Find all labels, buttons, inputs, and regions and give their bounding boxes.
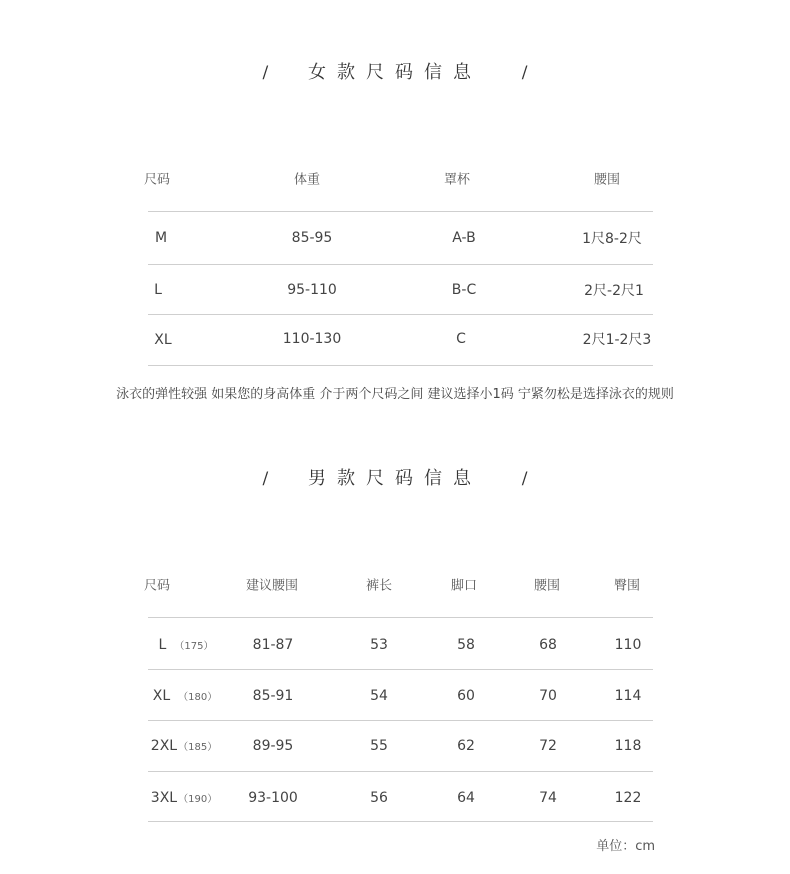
- women-section-title: [0, 58, 790, 84]
- men-row-2xl-size: [151, 738, 217, 754]
- height-label: （175）: [174, 641, 214, 652]
- table-divider: [148, 821, 653, 822]
- women-row-m-waist: 1尺8-2尺: [582, 231, 642, 247]
- women-title-text: 女款尺码信息: [308, 62, 482, 83]
- men-header-waist: 腰围: [533, 578, 561, 594]
- women-row-xl-waist: 2尺1-2尺3: [582, 332, 652, 348]
- title-slash-left: /: [262, 469, 269, 489]
- table-divider: [148, 617, 653, 618]
- size-label: 2XL: [150, 738, 178, 754]
- men-row-3xl-length: 56: [370, 790, 388, 806]
- women-row-l-weight: 95-110: [287, 282, 337, 298]
- women-header-cup: 罩杯: [443, 172, 471, 188]
- women-row-xl-weight: 110-130: [282, 331, 342, 347]
- title-slash-right: /: [521, 63, 528, 83]
- women-header-waist: 腰围: [593, 172, 621, 188]
- table-divider: [148, 669, 653, 670]
- men-row-xl-waist: 70: [539, 688, 557, 704]
- men-row-3xl-suggested-waist: 93-100: [248, 790, 298, 806]
- men-header-hem: 脚口: [450, 578, 478, 594]
- women-row-l-cup: B-C: [451, 282, 477, 298]
- table-divider: [148, 365, 653, 366]
- men-row-l-length: 53: [370, 637, 388, 653]
- women-size-note: 泳衣的弹性较强 如果您的身高体重 介于两个尺码之间 建议选择小1码 宁紧勿松是选择泳衣的规则: [116, 387, 674, 402]
- men-row-xl-hem: 60: [457, 688, 475, 704]
- men-row-2xl-hem: 62: [457, 738, 475, 754]
- size-label: L: [158, 637, 167, 653]
- men-row-3xl-hip: 122: [614, 790, 642, 806]
- men-header-hip: 臀围: [613, 578, 641, 594]
- men-row-2xl-suggested-waist: 89-95: [252, 738, 294, 754]
- table-divider: [148, 771, 653, 772]
- men-row-xl-suggested-waist: 85-91: [252, 688, 294, 704]
- men-row-2xl-waist: 72: [539, 738, 557, 754]
- height-label: （180）: [178, 692, 218, 703]
- men-section-title: [0, 464, 790, 490]
- men-title-text: 男款尺码信息: [308, 468, 482, 489]
- table-divider: [148, 720, 653, 721]
- women-row-m-cup: A-B: [452, 230, 476, 246]
- women-row-l-waist: 2尺-2尺1: [584, 283, 644, 299]
- men-header-size: 尺码: [143, 578, 171, 594]
- men-row-xl-hip: 114: [614, 688, 642, 704]
- men-row-l-size: [159, 637, 214, 653]
- women-row-m-weight: 85-95: [291, 230, 333, 246]
- men-header-length: 裤长: [365, 578, 393, 594]
- height-label: （185）: [178, 742, 218, 753]
- men-row-2xl-length: 55: [370, 738, 388, 754]
- women-row-m-size: M: [154, 230, 168, 246]
- women-header-size: 尺码: [143, 172, 171, 188]
- men-header-suggested-waist: 建议腰围: [245, 578, 299, 594]
- men-row-xl-size: [153, 688, 217, 704]
- unit-label: 单位：cm: [596, 839, 655, 854]
- title-slash-right: /: [521, 469, 528, 489]
- men-row-3xl-hem: 64: [457, 790, 475, 806]
- women-row-l-size: L: [154, 282, 162, 298]
- table-divider: [148, 314, 653, 315]
- title-slash-left: /: [262, 63, 269, 83]
- women-row-xl-size: XL: [154, 332, 172, 348]
- size-label: 3XL: [150, 790, 178, 806]
- men-row-l-waist: 68: [539, 637, 557, 653]
- men-row-3xl-waist: 74: [539, 790, 557, 806]
- women-header-weight: 体重: [293, 172, 321, 188]
- men-row-l-hem: 58: [457, 637, 475, 653]
- women-row-xl-cup: C: [456, 331, 466, 347]
- size-label: XL: [152, 688, 171, 704]
- height-label: （190）: [178, 794, 218, 805]
- men-row-l-suggested-waist: 81-87: [252, 637, 294, 653]
- men-row-l-hip: 110: [614, 637, 642, 653]
- men-row-3xl-size: [151, 790, 217, 806]
- table-divider: [148, 264, 653, 265]
- men-row-2xl-hip: 118: [614, 738, 642, 754]
- men-row-xl-length: 54: [370, 688, 388, 704]
- table-divider: [148, 211, 653, 212]
